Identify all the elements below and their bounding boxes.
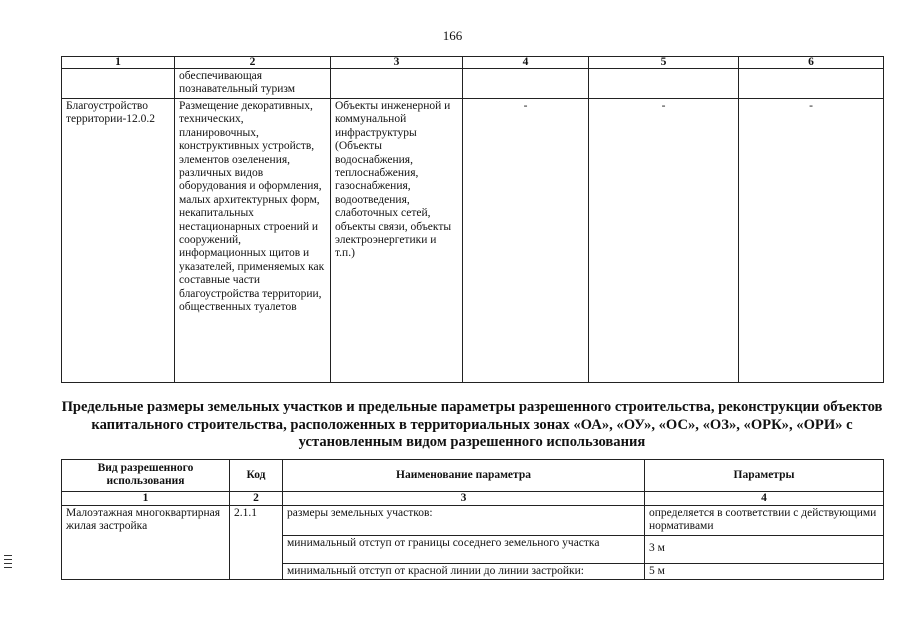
- column-number-6: 6: [739, 57, 884, 69]
- column-number-1: 1: [62, 57, 175, 69]
- table-header-row: [62, 57, 884, 69]
- header-parameters: Параметры: [645, 460, 884, 492]
- dash-cell: -: [463, 99, 589, 383]
- column-number-3: 3: [331, 57, 463, 69]
- parameter-value-cell: 5 м: [645, 563, 884, 579]
- dash-cell: -: [739, 99, 884, 383]
- table-header-row: [62, 460, 884, 492]
- empty-cell: [62, 69, 175, 99]
- page-number: 166: [442, 28, 463, 43]
- auxiliary-uses-cell: Объекты инженерной и коммунальной инфраструктуры (Объекты водоснабжения, теплоснабжения, газоснабжения, водоотведения, слаботочных сетей, объекты связи, объекты электроэнергетики и т.п.): [331, 99, 463, 383]
- header-use-type: Вид разрешенного использования: [62, 460, 230, 492]
- use-type-cell: Малоэтажная многоквартирная жилая застройка: [62, 505, 230, 579]
- column-number-5: 5: [589, 57, 739, 69]
- column-number-4: 4: [463, 57, 589, 69]
- header-parameter-name: Наименование параметра: [283, 460, 645, 492]
- land-use-table: [61, 56, 884, 383]
- table-row: [62, 69, 884, 99]
- column-number-1: 1: [62, 491, 230, 505]
- column-number-2: 2: [175, 57, 331, 69]
- code-cell: 2.1.1: [230, 505, 283, 579]
- section-title: Предельные размеры земельных участков и предельные параметры разрешенного строительства, реконструкции объектов капитального строительства, расположенных в территориальных зонах «ОА», «ОУ», «ОС», «ОЗ», «ОРК», «ОРИ» с установленным видом разрешенного использования: [61, 399, 883, 450]
- dash-cell: -: [589, 99, 739, 383]
- empty-cell: [331, 69, 463, 99]
- header-code: Код: [230, 460, 283, 492]
- margin-marks: [4, 555, 12, 571]
- parameter-name-cell: минимальный отступ от красной линии до линии застройки:: [283, 563, 645, 579]
- column-number-4: 4: [645, 491, 884, 505]
- parameter-name-cell: минимальный отступ от границы соседнего земельного участка: [283, 535, 645, 563]
- parameter-name-cell: размеры земельных участков:: [283, 505, 645, 535]
- column-number-2: 2: [230, 491, 283, 505]
- column-numbers-row: [62, 491, 884, 505]
- parameters-table: [61, 459, 884, 580]
- use-type-cell: Благоустройство территории-12.0.2: [62, 99, 175, 383]
- description-cell: Размещение декоративных, технических, планировочных, конструктивных устройств, элементов озеленения, различных видов оборудования и оформления, малых архитектурных форм, некапитальных нестационарных строений и сооружений, информационных щитов и указателей, применяемых как составные части благоустройства территории, общественных туалетов: [175, 99, 331, 383]
- column-number-3: 3: [283, 491, 645, 505]
- table-row: [62, 505, 884, 535]
- table-row: [62, 99, 884, 383]
- empty-cell: [589, 69, 739, 99]
- description-cell: обеспечивающая познавательный туризм: [175, 69, 331, 99]
- empty-cell: [739, 69, 884, 99]
- empty-cell: [463, 69, 589, 99]
- parameter-value-cell: 3 м: [645, 535, 884, 563]
- parameter-value-cell: определяется в соответствии с действующими нормативами: [645, 505, 884, 535]
